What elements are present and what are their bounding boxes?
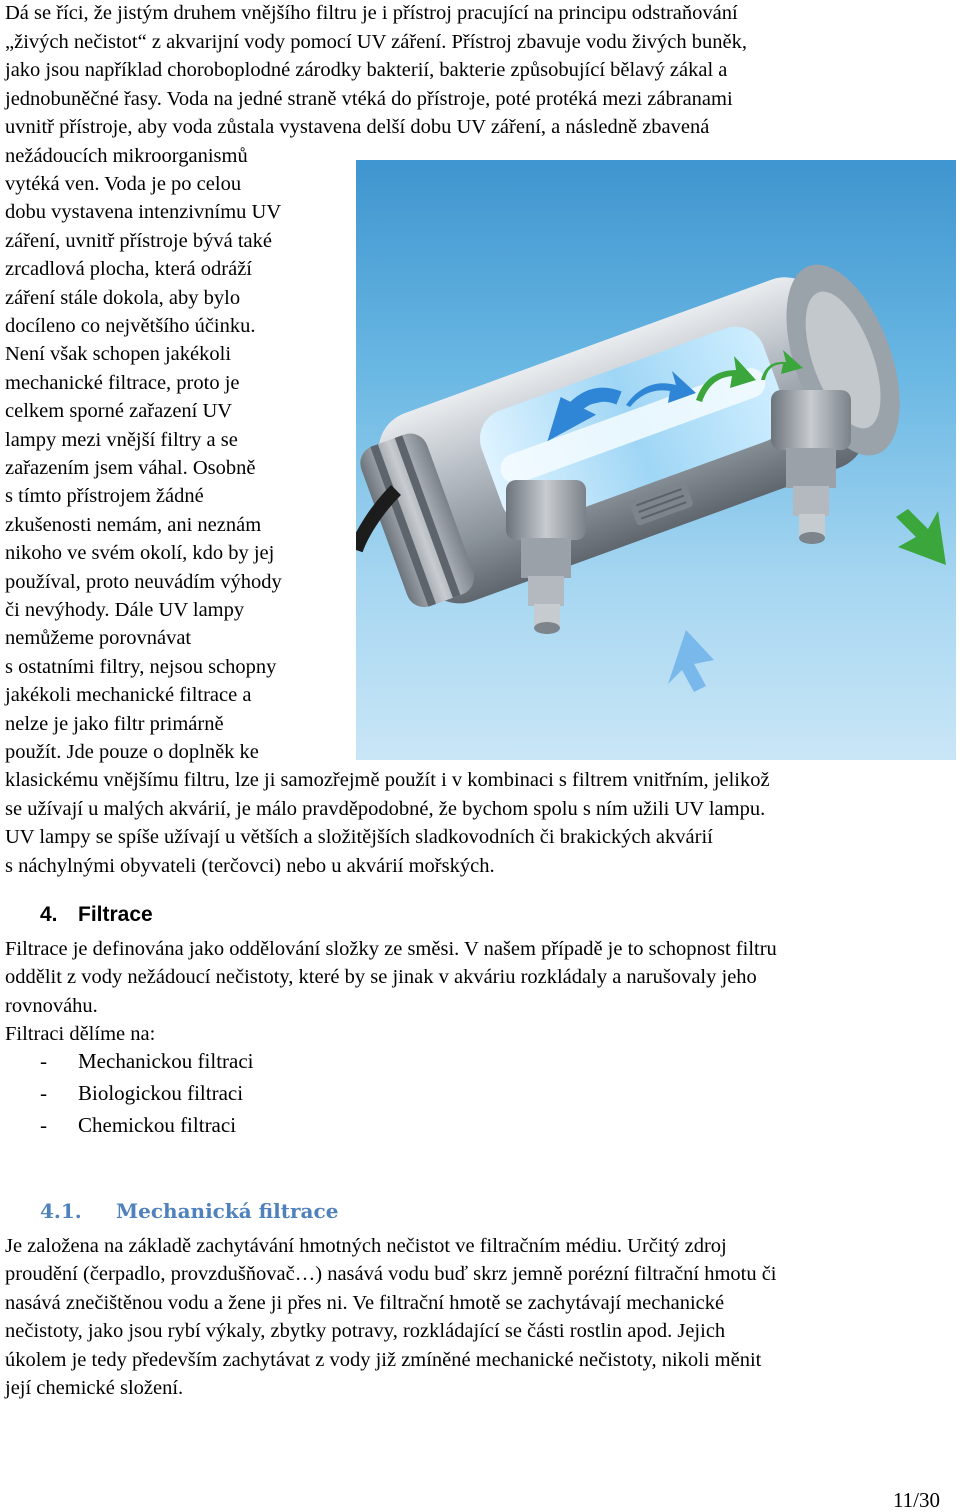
text-line: zařazením jsem váhal. Osobně [5,457,256,479]
list-item-text: Chemickou filtraci [78,1113,237,1137]
text-line: mechanické filtrace, proto je [5,372,240,394]
list-item: - Biologickou filtraci [40,1081,244,1105]
text-line: nežádoucích mikroorganismů [5,145,248,167]
list-item: - Mechanickou filtraci [40,1049,254,1073]
text-line: nemůžeme porovnávat [5,627,192,649]
outflow-arrow-icon [668,630,714,692]
page-number: 11/30 [892,1488,940,1512]
text-line: nikoho ve svém okolí, kdo by jej [5,542,275,564]
text-line: lampy mezi vnější filtry a se [5,429,238,451]
section-number: 4. [40,903,58,926]
text-line: zkušenosti nemám, ani neznám [5,514,262,536]
text-line: UV lampy se spíše užívají u větších a složitějších sladkovodních či brakických akvárií [5,826,713,848]
text-line: oddělit z vody nežádoucí nečistoty, které by se jinak v akváriu rozkládaly a narušovaly jeho [5,966,757,988]
text-line: Není však schopen jakékoli [5,343,232,365]
text-line: uvnitř přístroje, aby voda zůstala vystavena delší dobu UV záření, a následně zbavená [5,116,710,138]
text-line: s ostatními filtry, nejsou schopny [5,656,277,678]
text-line: rovnováhu. [5,995,98,1017]
text-line: vytéká ven. Voda je po celou [5,173,242,195]
text-line: nelze je jako filtr primárně [5,713,224,735]
list-item-text: Mechanickou filtraci [78,1049,254,1073]
text-line: jednobuněčné řasy. Voda na jedné straně vtéká do přístroje, poté protéká mezi zábranami [5,88,733,110]
text-line: celkem sporné zařazení UV [5,400,233,422]
text-line: jakékoli mechanické filtrace a [5,684,252,706]
section-title: Filtrace [78,903,153,926]
text-line: s tímto přístrojem žádné [5,485,204,507]
subsection-heading-4-1 [40,1197,338,1225]
subsection-number: 4.1. [40,1199,82,1223]
text-line: klasickému vnějšímu filtru, lze ji samozřejmě použít i v kombinaci s filtrem vnitřním, jelikož [5,769,770,791]
subsection-title: Mechanická filtrace [116,1199,339,1223]
text-line: Filtrace je definována jako oddělování složky ze směsi. V našem případě je to schopnost filtru [5,938,777,960]
text-line: jako jsou například choroboplodné zárodky bakterií, bakterie způsobující bělavý zákal a [5,59,728,81]
text-line: docíleno co největšího účinku. [5,315,256,337]
text-line: záření stále dokola, aby bylo [5,287,241,309]
text-line: nasává znečištěnou vodu a žene ji přes ni. Ve filtrační hmotě se zachytávají mechanické [5,1292,725,1314]
uv-sterilizer-image [356,160,956,760]
list-item: - Chemickou filtraci [40,1113,237,1137]
text-line: s náchylnými obyvateli (terčovci) nebo u akvárií mořských. [5,855,495,877]
text-line: Dá se říci, že jistým druhem vnějšího filtru je i přístroj pracující na principu odstraňování [5,2,738,24]
text-line: nečistoty, jako jsou rybí výkaly, zbytky potravy, rozkládající se části rostlin apod. Jejich [5,1320,726,1342]
text-line: „živých nečistot“ z akvarijní vody pomocí UV záření. Přístroj zbavuje vodu živých buněk, [5,31,747,53]
text-line: záření, uvnitř přístroje bývá také [5,230,272,252]
uv-sterilizer-illustration [356,160,956,760]
text-line: použít. Jde pouze o doplněk ke [5,741,259,763]
list-item-text: Biologickou filtraci [78,1081,244,1105]
text-line: zrcadlová plocha, která odráží [5,258,253,280]
text-line: se užívají u malých akvárií, je málo pravděpodobné, že bychom spolu s ním užili UV lampu. [5,798,766,820]
inflow-arrow-icon [896,509,946,565]
text-line: dobu vystavena intenzivnímu UV [5,201,282,223]
text-line: proudění (čerpadlo, provzdušňovač…) nasává vodu buď skrz jemně porézní filtrační hmotu či [5,1263,777,1285]
section-heading-4 [40,901,153,929]
text-line: její chemické složení. [5,1377,184,1399]
list-intro: Filtraci dělíme na: [5,1023,156,1045]
text-line: úkolem je tedy především zachytávat z vody již zmíněné mechanické nečistoty, nikoli měnit [5,1349,762,1371]
text-line: používal, proto neuvádím výhody [5,571,282,593]
text-line: Je založena na základě zachytávání hmotných nečistot ve filtračním médiu. Určitý zdroj [5,1235,727,1257]
text-line: či nevýhody. Dále UV lampy [5,599,245,621]
